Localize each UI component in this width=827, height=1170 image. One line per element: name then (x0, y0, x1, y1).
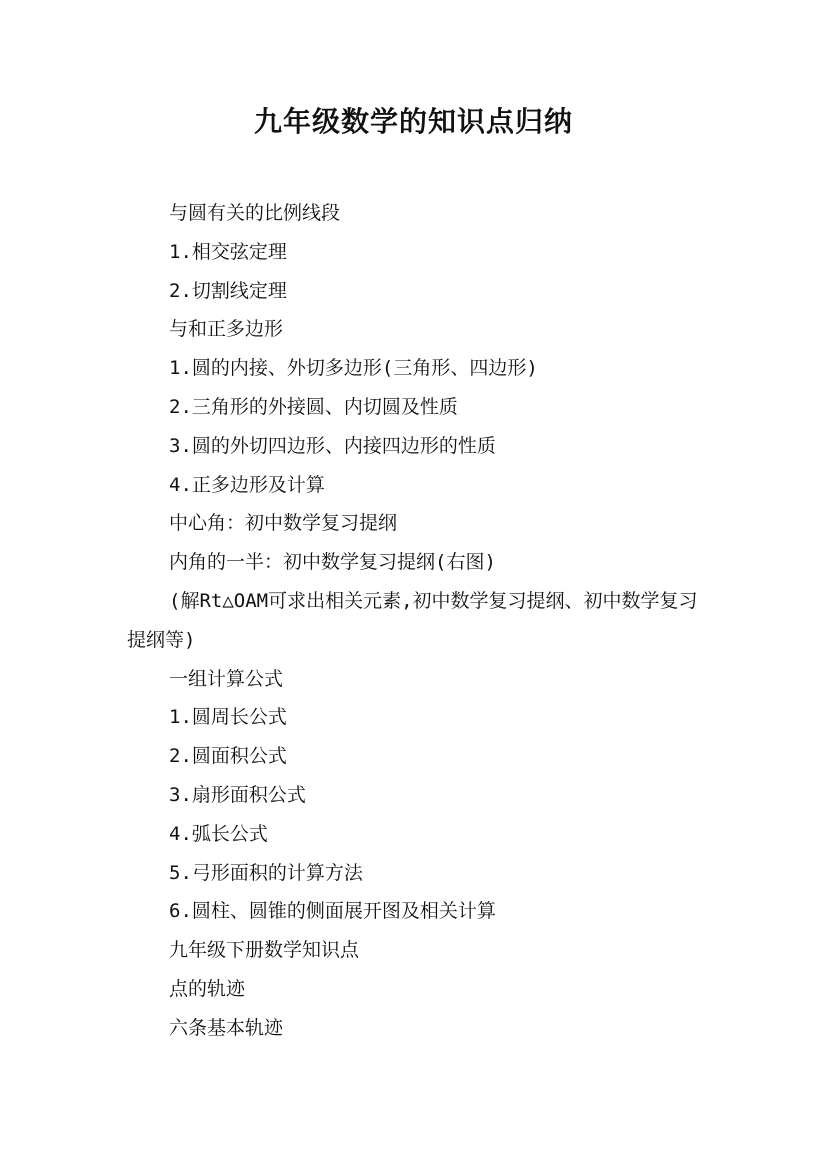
list-item: 1.圆周长公式 (169, 706, 287, 729)
text-line: 六条基本轨迹 (169, 1016, 284, 1039)
list-item: 4.弧长公式 (169, 822, 268, 845)
list-item: 1.圆的内接、外切多边形(三角形、四边形) (169, 357, 538, 380)
list-item: 3.扇形面积公式 (169, 783, 306, 806)
text-paragraph: (解Rt△OAM可求出相关元素,初中数学复习提纲、初中数学复习提纲等) (127, 589, 698, 651)
list-item: 6.圆柱、圆锥的侧面展开图及相关计算 (169, 900, 496, 923)
document-title: 九年级数学的知识点归纳 (253, 105, 573, 138)
text-line: 中心角：初中数学复习提纲 (169, 512, 398, 535)
list-item: 5.弓形面积的计算方法 (169, 861, 363, 884)
section-heading: 点的轨迹 (169, 977, 246, 1000)
section-heading: 九年级下册数学知识点 (169, 939, 360, 962)
list-item: 2.三角形的外接圆、内切圆及性质 (169, 395, 458, 418)
section-heading: 与圆有关的比例线段 (169, 202, 341, 224)
list-item: 1.相交弦定理 (169, 240, 287, 263)
list-item: 2.圆面积公式 (169, 745, 287, 768)
text-line: 内角的一半：初中数学复习提纲(右图) (169, 551, 496, 574)
list-item: 2.切割线定理 (169, 279, 287, 302)
section-heading: 一组计算公式 (169, 667, 284, 690)
list-item: 3.圆的外切四边形、内接四边形的性质 (169, 434, 496, 457)
document-body (127, 194, 707, 1048)
section-heading: 与和正多边形 (169, 318, 284, 341)
list-item: 4.正多边形及计算 (169, 473, 325, 496)
